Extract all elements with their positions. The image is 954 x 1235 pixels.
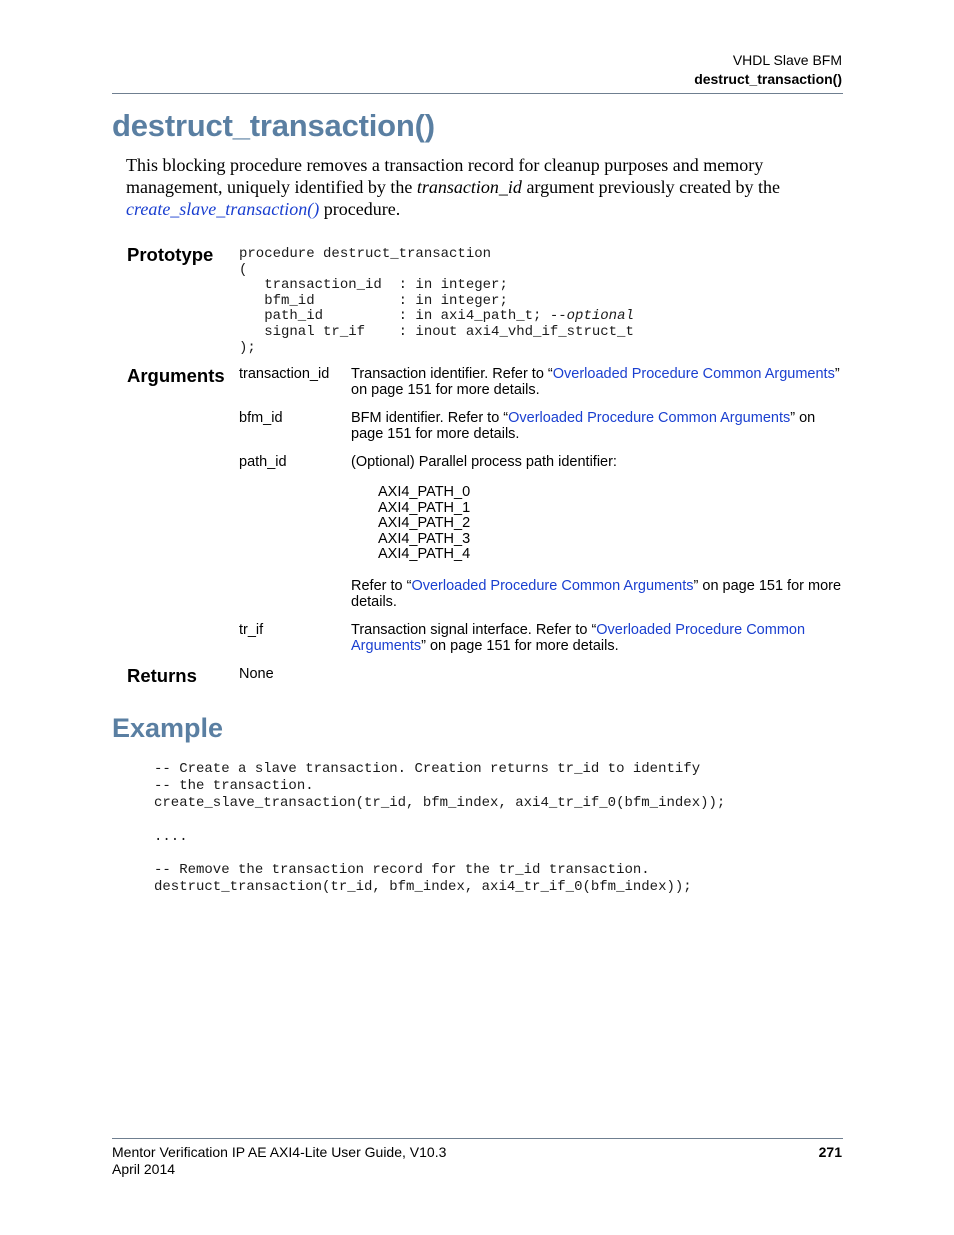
page-number: 271 (818, 1144, 842, 1160)
running-header-section: VHDL Slave BFM (732, 52, 842, 68)
footer-guide-title: Mentor Verification IP AE AXI4-Lite User Guide, V10.3 (112, 1144, 447, 1160)
intro-italic-term: transaction_id (416, 177, 522, 197)
overloaded-args-link-4[interactable]: Overloaded Procedure Common Arguments (351, 622, 806, 654)
path-value: AXI4_PATH_0 (378, 484, 471, 500)
create-slave-transaction-link[interactable]: create_slave_transaction() (126, 199, 320, 219)
overloaded-args-link-1[interactable]: Overloaded Procedure Common Arguments (552, 366, 835, 382)
arg-desc-path-id-refer: Refer to “Overloaded Procedure Common Arguments” on page 151 for more details. (351, 578, 842, 610)
arg-name-path-id: path_id (239, 454, 287, 470)
arg-desc-path-id: (Optional) Parallel process path identifier: (351, 454, 617, 470)
overloaded-args-link-3[interactable]: Overloaded Procedure Common Arguments (411, 578, 694, 594)
intro-paragraph: This blocking procedure removes a transaction record for cleanup purposes and memory management, uniquely identified by the transaction_id argument previously created by the create_slave_transaction() procedure. (126, 155, 781, 219)
footer-date: April 2014 (112, 1161, 176, 1177)
running-header-topic: destruct_transaction() (694, 71, 842, 87)
prototype-code: procedure destruct_transaction ( transaction_id : in integer; bfm_id : in integer; path_id : in axi4_path_t; --optional signal tr_if : inout axi4_vhd_if_struct_t ); (239, 246, 634, 356)
overloaded-args-link-2[interactable]: Overloaded Procedure Common Arguments (508, 410, 791, 426)
arg-name-transaction-id: transaction_id (239, 366, 330, 382)
arg-desc-transaction-id: Transaction identifier. Refer to “Overloaded Procedure Common Arguments” on page 151 for more details. (351, 366, 840, 398)
arg-name-tr-if: tr_if (239, 622, 264, 638)
path-value: AXI4_PATH_3 (378, 530, 471, 547)
header-divider (112, 93, 843, 94)
path-value: AXI4_PATH_1 (378, 499, 471, 516)
path-value: AXI4_PATH_2 (378, 515, 471, 532)
arg-desc-tr-if: Transaction signal interface. Refer to “Overloaded Procedure Common Arguments” on page 151 for more details. (351, 622, 806, 654)
footer-divider (112, 1138, 843, 1139)
arguments-label: Arguments (127, 365, 225, 386)
path-id-values (378, 485, 470, 563)
prototype-label: Prototype (127, 244, 214, 265)
example-heading: Example (112, 713, 224, 743)
path-value: AXI4_PATH_4 (378, 546, 471, 563)
arg-name-bfm-id: bfm_id (239, 410, 283, 426)
page-title: destruct_transaction() (112, 108, 435, 143)
returns-label: Returns (127, 665, 197, 686)
example-code: -- Create a slave transaction. Creation returns tr_id to identify -- the transaction. create_slave_transaction(tr_id, bfm_index, axi4_tr_if_0(bfm_index)); .... -- Remove the transaction record for the tr_id transaction. destruct_transaction(tr_id, bfm_index, axi4_tr_if_0(bfm_index)); (154, 761, 726, 896)
arg-desc-bfm-id: BFM identifier. Refer to “Overloaded Procedure Common Arguments” on page 151 for more details. (351, 410, 816, 442)
returns-value: None (239, 666, 274, 682)
